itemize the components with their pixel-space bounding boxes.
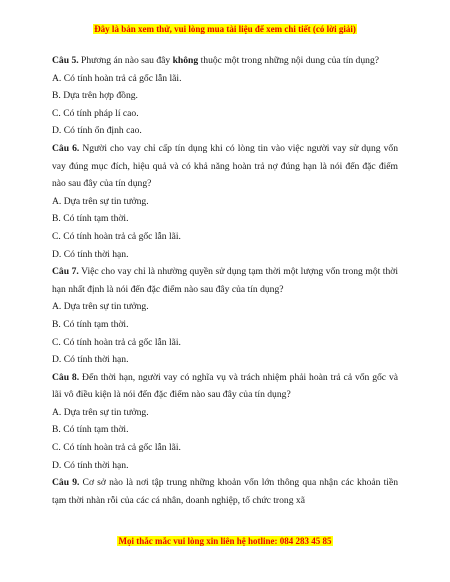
question-label: Câu 5. [52, 55, 79, 66]
question-text: Việc cho vay chỉ là nhường quyền sử dụng tạm thời một lượng vốn trong một thời hạn nhất định là nói đến đặc điểm nào sau đây của tín dụng? [52, 266, 399, 295]
question-text: Đến thời hạn, người vay có nghĩa vụ và trách nhiệm phải hoàn trả cả vốn gốc và lãi vô điều kiện là nói đến đặc điểm nào sau đây của tín dụng? [52, 371, 399, 401]
question-7 [52, 263, 398, 298]
answer-option: B. Dựa trên hợp đồng. [52, 90, 138, 102]
answer-option: A. Dựa trên sự tin tưởng. [52, 406, 149, 418]
answer-option: B. Có tính tạm thời. [52, 213, 129, 225]
question-text: thuộc một trong những nội dung của tín dụng? [198, 55, 379, 66]
hotline-text: Mọi thắc mắc vui lòng xin liên hệ hotline: 084 283 45 85 [118, 536, 332, 546]
question-text: Người cho vay chỉ cấp tín dụng khi có lòng tin vào việc người vay sử dụng vốn vay đúng mục đích, hiệu quả và có khả năng hoàn trả nợ đúng hạn là nói đến đặc điểm nào sau đây của tín dụng? [52, 142, 399, 190]
answer-option: A. Dựa trên sự tin tưởng. [52, 301, 149, 313]
answer-option: B. Có tính tạm thời. [52, 424, 129, 436]
answer-option: C. Có tính pháp lí cao. [52, 107, 139, 119]
question-8 [52, 369, 398, 404]
answer-option: D. Có tính thời hạn. [52, 354, 129, 366]
hotline-banner [0, 536, 450, 546]
answer-option: A. Có tính hoàn trả cả gốc lẫn lãi. [52, 72, 182, 84]
answer-option: D. Có tính thời hạn. [52, 459, 129, 471]
preview-notice-banner [0, 24, 450, 34]
preview-notice-text: Đây là bản xem thử, vui lòng mua tài liệu để xem chi tiết (có lời giải) [94, 24, 356, 34]
answer-option: C. Có tính hoàn trả cả gốc lẫn lãi. [52, 336, 181, 348]
question-list [52, 52, 398, 509]
question-label: Câu 7. [52, 266, 79, 278]
answer-option: A. Dựa trên sự tin tưởng. [52, 195, 149, 207]
question-5 [52, 52, 398, 70]
question-label: Câu 8. [52, 371, 80, 383]
question-emphasis: không [172, 55, 199, 66]
question-label: Câu 9. [52, 477, 80, 489]
question-6 [52, 140, 398, 193]
answer-option: D. Có tính ổn định cao. [52, 125, 142, 137]
answer-option: C. Có tính hoàn trả cả gốc lẫn lãi. [52, 230, 181, 242]
question-text: Cơ sở nào là nơi tập trung những khoản vốn lớn thông qua nhận các khoản tiền tạm thời nhàn rỗi của các cá nhân, doanh nghiệp, tổ chức trong xã [52, 477, 399, 506]
answer-option: B. Có tính tạm thời. [52, 318, 129, 330]
question-text: Phương án nào sau đây [78, 55, 173, 66]
answer-option: C. Có tính hoàn trả cả gốc lẫn lãi. [52, 442, 181, 454]
question-label: Câu 6. [52, 142, 80, 154]
question-9 [52, 474, 398, 509]
answer-option: D. Có tính thời hạn. [52, 248, 129, 260]
